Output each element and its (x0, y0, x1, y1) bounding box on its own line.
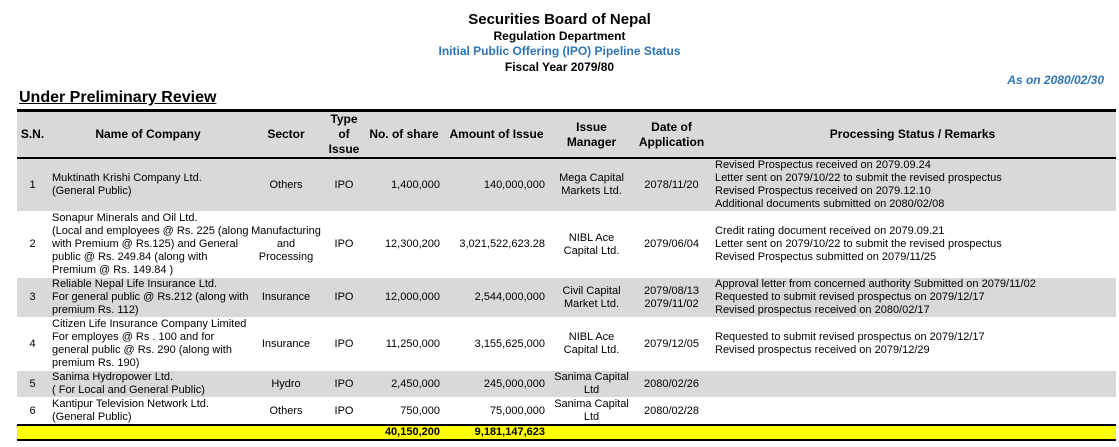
as-on-date: As on 2080/02/30 (1007, 73, 1104, 87)
cell-date-line: 2080/02/28 (643, 404, 700, 417)
cell-remarks-line: Approval letter from concerned authority Submitted on 2079/11/02 (715, 278, 1036, 290)
cell-sector-line: Insurance (261, 337, 311, 350)
cell-remarks (709, 278, 1116, 318)
cell-sn: 4 (29, 337, 36, 350)
cell-type: IPO (334, 178, 354, 191)
cell-company-line: Sonapur Minerals and Oil Ltd. (52, 212, 198, 224)
cell-manager-line: NIBL Ace (568, 231, 615, 244)
cell-date (634, 212, 709, 278)
report-header (0, 10, 1119, 75)
section-title: Under Preliminary Review (19, 89, 217, 106)
cell-manager (549, 278, 634, 318)
cell-remarks-line: Letter sent on 2079/10/22 to submit the revised prospectus (715, 238, 1002, 250)
total-cell-empty (248, 425, 324, 440)
cell-amount: 245,000,000 (483, 377, 545, 390)
cell-sn: 1 (29, 178, 36, 191)
cell-sector-line: Manufacturing (251, 225, 321, 237)
cell-company-line: Muktinath Krishi Company Ltd. (52, 172, 202, 184)
table-row (17, 371, 1116, 398)
table-row (17, 398, 1116, 426)
cell-manager-line: Markets Ltd. (561, 185, 622, 197)
cell-company-line: ( For Local and General Public) (52, 384, 205, 396)
cell-sector (248, 278, 324, 318)
fiscal-year: Fiscal Year 2079/80 (504, 60, 615, 74)
cell-date-line: 2079/06/04 (643, 238, 700, 250)
cell-sector-line: Others (269, 404, 303, 417)
cell-sector (248, 371, 324, 398)
cell-manager-line: NIBL Ace (568, 331, 615, 343)
cell-shares: 11,250,000 (385, 337, 440, 350)
table-row (17, 318, 1116, 371)
cell-manager-line: Capital Ltd. (563, 344, 620, 356)
total-cell-empty (48, 425, 248, 440)
total-amount: 9,181,147,623 (474, 426, 545, 438)
cell-company-line: For general public @ Rs.212 (along with (52, 291, 248, 303)
cell-manager-line: Ltd (583, 411, 600, 423)
cell-company-line: premium Rs. 112) (52, 304, 139, 316)
header-sn: S.N. (20, 127, 45, 141)
cell-sector-line: Hydro (271, 377, 301, 390)
cell-date-line: 2079/11/02 (644, 297, 699, 310)
table-row (17, 278, 1116, 318)
cell-company (48, 158, 248, 212)
cell-sector (248, 212, 324, 278)
header-sector: Sector (267, 127, 305, 141)
cell-company-line: (Local and employees @ Rs. 225 (along (52, 225, 248, 237)
cell-remarks-line: Credit rating document received on 2079.09.21 (715, 225, 945, 237)
header-type-line: Issue (328, 142, 360, 156)
cell-date (634, 278, 709, 318)
total-cell-empty (17, 425, 48, 440)
cell-sn: 3 (29, 291, 36, 303)
cell-type: IPO (334, 377, 354, 390)
cell-manager (549, 212, 634, 278)
total-cell-empty (634, 425, 709, 440)
cell-company (48, 318, 248, 371)
cell-date (634, 398, 709, 426)
cell-company-line: Reliable Nepal Life Insurance Ltd. (52, 278, 218, 290)
cell-company-line: Kantipur Television Network Ltd. (52, 398, 209, 410)
cell-company (48, 278, 248, 318)
cell-manager (549, 318, 634, 371)
header-date-line: Application (638, 134, 705, 149)
header-type-line: of (338, 127, 350, 141)
cell-sn: 2 (29, 238, 36, 250)
cell-remarks-line: Revised prospectus received on 2080/02/17 (715, 304, 930, 316)
table-row (17, 212, 1116, 278)
cell-amount: 3,155,625,000 (474, 337, 545, 350)
cell-manager-line: Sanima Capital (554, 371, 629, 383)
cell-remarks-line: Revised prospectus received on 2079/12/29 (715, 344, 930, 356)
cell-type: IPO (334, 404, 354, 417)
cell-manager-line: Civil Capital (562, 284, 621, 297)
cell-shares: 2,450,000 (391, 377, 440, 390)
cell-remarks (709, 212, 1116, 278)
cell-type: IPO (334, 238, 354, 250)
cell-remarks (709, 371, 1116, 398)
cell-sn: 6 (29, 404, 36, 417)
cell-amount: 3,021,522,623.28 (459, 238, 545, 250)
header-company: Name of Company (95, 127, 201, 141)
header-date-line: Date of (651, 119, 692, 134)
header-type (324, 111, 364, 159)
cell-sector-line: and (276, 238, 296, 250)
ipo-pipeline-table (17, 109, 1116, 441)
table-header-row (17, 111, 1116, 159)
cell-company (48, 212, 248, 278)
cell-remarks (709, 318, 1116, 371)
cell-date (634, 158, 709, 212)
header-shares: No. of share (369, 127, 439, 141)
cell-type: IPO (334, 291, 354, 303)
cell-remarks-line: Letter sent on 2079/10/22 to submit the revised prospectus (715, 172, 1002, 184)
cell-sector (248, 158, 324, 212)
cell-sn: 5 (29, 377, 36, 390)
cell-amount: 140,000,000 (483, 178, 545, 191)
cell-date-line: 2080/02/26 (643, 377, 700, 390)
cell-remarks (709, 398, 1116, 426)
cell-manager (549, 398, 634, 426)
cell-type: IPO (334, 337, 354, 350)
cell-manager-line: Market Ltd. (563, 297, 620, 310)
header-date (634, 111, 709, 159)
department-name: Regulation Department (493, 29, 626, 43)
cell-company-line: Premium @ Rs. 149.84 ) (52, 264, 174, 276)
cell-company-line: public @ Rs. 249.84 (along with (52, 251, 208, 263)
cell-company-line: (General Public) (52, 411, 132, 423)
cell-date-line: 2079/12/05 (643, 337, 700, 350)
total-row (17, 425, 1116, 440)
cell-sector-line: Insurance (261, 291, 311, 303)
status-title: Initial Public Offering (IPO) Pipeline Status (438, 44, 681, 58)
header-type-line: Type (330, 112, 358, 126)
total-cell-empty (709, 425, 1116, 440)
cell-company-line: For employes @ Rs . 100 and for (52, 331, 215, 343)
table-row (17, 158, 1116, 212)
total-cell-empty (549, 425, 634, 440)
header-amount: Amount of Issue (449, 127, 544, 141)
cell-sector-line: Processing (258, 251, 314, 263)
cell-company-line: Sanima Hydropower Ltd. (52, 371, 174, 383)
cell-company-line: premium Rs. 190) (52, 357, 140, 369)
header-manager: Issue Manager (566, 119, 617, 149)
cell-date (634, 371, 709, 398)
cell-manager-line: Ltd (583, 384, 600, 396)
cell-shares: 1,400,000 (391, 178, 440, 191)
cell-company (48, 398, 248, 426)
cell-manager (549, 158, 634, 212)
cell-remarks-line: Requested to submit revised prospectus on 2079/12/17 (715, 331, 985, 343)
cell-sector-line: Others (269, 178, 303, 191)
cell-shares: 750,000 (400, 404, 440, 417)
cell-manager (549, 371, 634, 398)
cell-manager-line: Mega Capital (559, 172, 624, 184)
cell-remarks-line: Revised Prospectus received on 2079.12.10 (715, 185, 931, 197)
cell-remarks-line: Revised Prospectus received on 2079.09.24 (715, 159, 931, 171)
cell-company-line: general public @ Rs. 290 (along with (52, 344, 232, 356)
cell-shares: 12,300,200 (384, 238, 440, 250)
cell-date-line: 2079/08/13 (643, 284, 700, 297)
header-remarks: Processing Status / Remarks (829, 127, 996, 141)
cell-manager-line: Sanima Capital (554, 398, 629, 410)
total-cell-empty (324, 425, 364, 440)
cell-company-line: (General Public) (52, 185, 132, 197)
cell-company-line: with Premium @ Rs.125) and General (52, 238, 239, 250)
report-title: Securities Board of Nepal (468, 11, 651, 28)
cell-remarks-line: Requested to submit revised prospectus on 2079/12/17 (715, 291, 985, 303)
cell-date-line: 2078/11/20 (644, 178, 699, 191)
cell-sector (248, 398, 324, 426)
cell-shares: 12,000,000 (384, 291, 440, 303)
cell-remarks (709, 158, 1116, 212)
cell-amount: 2,544,000,000 (474, 291, 545, 303)
total-shares: 40,150,200 (384, 426, 440, 438)
cell-remarks-line: Additional documents submitted on 2080/02/08 (715, 198, 945, 210)
cell-company (48, 371, 248, 398)
cell-remarks-line: Revised Prospectus submitted on 2079/11/25 (715, 251, 937, 263)
cell-amount: 75,000,000 (489, 404, 545, 417)
cell-manager-line: Capital Ltd. (563, 244, 620, 257)
cell-company-line: Citizen Life Insurance Company Limited (52, 318, 247, 330)
cell-sector (248, 318, 324, 371)
cell-date (634, 318, 709, 371)
